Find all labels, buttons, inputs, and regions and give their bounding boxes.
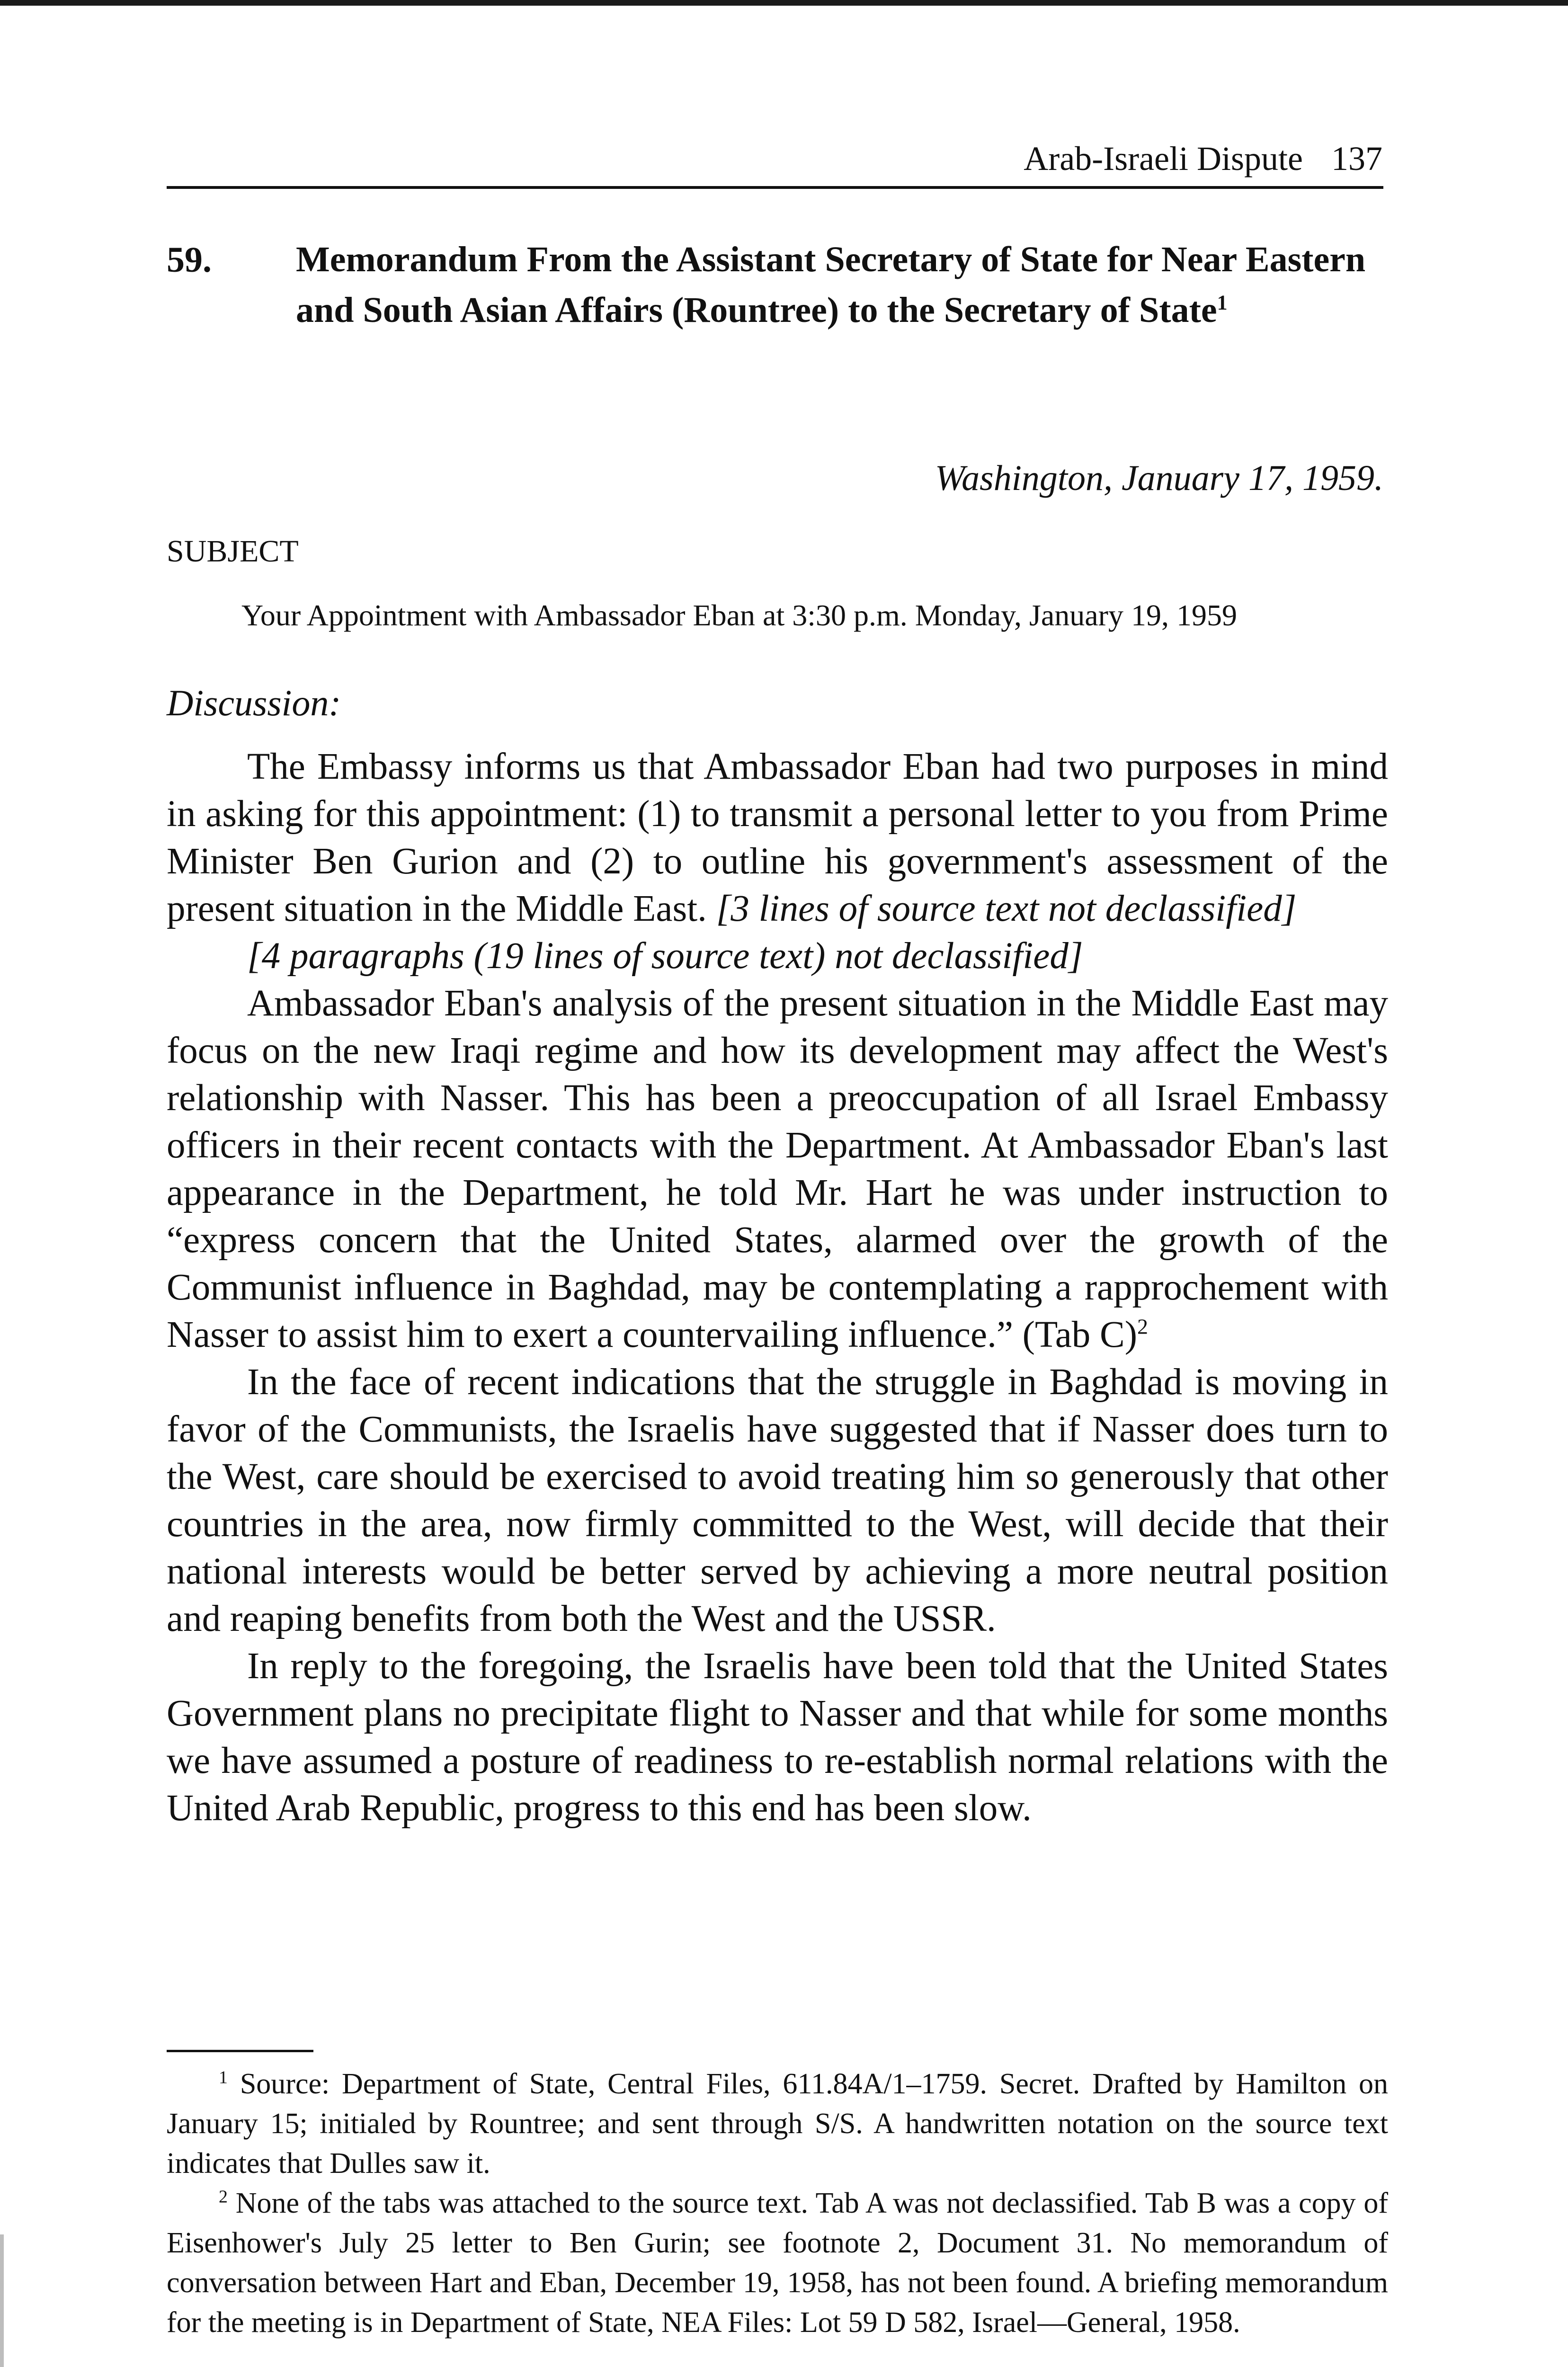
dateline: Washington, January 17, 1959. xyxy=(935,458,1383,498)
running-head-title: Arab-Israeli Dispute xyxy=(1024,140,1303,178)
paragraph-3 xyxy=(167,980,1388,1359)
document-title xyxy=(296,234,1385,336)
footnote-1-text: Source: Department of State, Central Files, 611.84A/1–1759. Secret. Drafted by Hamilton on January 15; initialed by Rountree; and sent through S/S. A handwritten notation on the source text indicates that Dulles saw it. xyxy=(167,2068,1388,2180)
paragraph-1-text: The Embassy informs us that Ambassador Eban had two purposes in mind in asking for this appointment: (1) to transmit a personal letter to you from Prime Minister Ben Gurion and (2) to outline his government's assessment of the present situation in the Middle East. xyxy=(167,746,1388,929)
footnote-1-marker: 1 xyxy=(219,2067,228,2088)
paragraph-2-redaction-note: [4 paragraphs (19 lines of source text) not declassified] xyxy=(247,935,1083,977)
discussion-label: Discussion: xyxy=(167,682,341,723)
page-number: 137 xyxy=(1331,140,1382,178)
paragraph-3-footnote-marker: 2 xyxy=(1137,1314,1149,1339)
paragraph-2 xyxy=(167,933,1388,980)
title-footnote-marker: 1 xyxy=(1217,291,1228,314)
paragraph-3-text: Ambassador Eban's analysis of the present situation in the Middle East may focus on the new Iraqi regime and how its development may affect the West's relationship with Nasser. This has been a preoccupation of all Israel Embassy officers in their recent contacts with the Department. At Ambassador Eban's last appearance in the Department, he told Mr. Hart he was under instruction to “express concern that the United States, alarmed over the growth of the Communist influence in Baghdad, may be contemplating a rapprochement with Nasser to assist him to exert a countervailing influence.” (Tab C) xyxy=(167,983,1388,1355)
subject-text: Your Appointment with Ambassador Eban at 3:30 p.m. Monday, January 19, 1959 xyxy=(241,598,1237,632)
header-rule xyxy=(167,186,1383,189)
footnote-2 xyxy=(167,2183,1388,2342)
footnote-2-text: None of the tabs was attached to the source text. Tab A was not declassified. Tab B was a copy of Eisenhower's July 25 letter to Ben Gurin; see footnote 2, Document 31. No memorandum of conversation between Hart and Eban, December 19, 1958, has not been found. A briefing memorandum for the meeting is in Department of State, NEA Files: Lot 59 D 582, Israel—General, 1958. xyxy=(167,2187,1389,2339)
paragraph-1 xyxy=(167,743,1388,933)
footnotes xyxy=(167,2064,1388,2342)
paragraph-1-redaction-note: [3 lines of source text not declassified] xyxy=(716,888,1297,929)
running-head xyxy=(167,135,1382,182)
scan-edge-shadow xyxy=(0,2234,4,2367)
footnote-2-marker: 2 xyxy=(219,2187,228,2207)
page-top-border xyxy=(0,0,1568,6)
footnote-1 xyxy=(167,2064,1388,2183)
subject-label: SUBJECT xyxy=(167,534,299,569)
paragraph-5: In reply to the foregoing, the Israelis have been told that the United States Government plans no precipitate flight to Nasser and that while for some months we have assumed a posture of readiness to re-establish normal relations with the United Arab Republic, progress to this end has been slow. xyxy=(167,1646,1388,1829)
discussion-body xyxy=(167,743,1388,1832)
document-number: 59. xyxy=(167,240,212,280)
footnote-rule xyxy=(167,2050,313,2052)
paragraph-4: In the face of recent indications that the struggle in Baghdad is moving in favor of the Communists, the Israelis have suggested that if Nasser does turn to the West, care should be exercised to avoid treating him so generously that other countries in the area, now firmly committed to the West, will decide that their national interests would be better served by achieving a more neutral position and reaping benefits from both the West and the USSR. xyxy=(167,1361,1388,1639)
document-title-text: Memorandum From the Assistant Secretary of State for Near Eastern and South Asian Affairs (Rountree) to the Secretary of State xyxy=(296,240,1366,330)
